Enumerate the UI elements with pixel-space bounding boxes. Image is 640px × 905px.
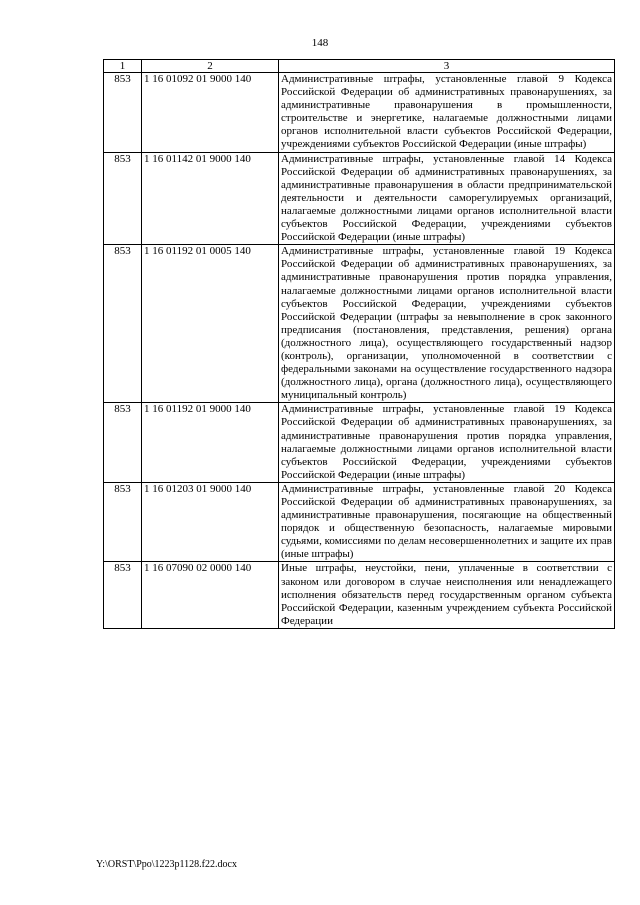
admin-code-cell: 853 <box>104 245 142 403</box>
table-row <box>104 152 615 245</box>
table-row <box>104 73 615 153</box>
description-cell: Иные штрафы, неустойки, пени, уплаченные в соответствии с законом или договором в случае неисполнения или ненадлежащего исполнения обязательств перед государственным органом субъекта Российской Федерации, казенным учреждением субъекта Российской Федерации <box>279 562 615 628</box>
budget-classification-table <box>103 59 615 629</box>
table-header-row <box>104 60 615 73</box>
table-row <box>104 403 615 483</box>
admin-code-cell: 853 <box>104 482 142 562</box>
description-cell: Административные штрафы, установленные главой 14 Кодекса Российской Федерации об административных правонарушениях, за административные правонарушения в области предпринимательской деятельности и деятельности саморегулируемых организаций, налагаемые должностными лицами органов исполнительной власти субъектов Российской Федерации, учреждениями субъектов Российской Федерации (иные штрафы) <box>279 152 615 245</box>
page-number: 148 <box>311 37 329 49</box>
description-cell: Административные штрафы, установленные главой 19 Кодекса Российской Федерации об административных правонарушениях, за административные правонарушения против порядка управления, налагаемые должностными лицами органов исполнительной власти субъектов Российской Федерации, учреждениями субъектов Российской Федерации (иные штрафы) <box>279 403 615 483</box>
kbk-code-cell: 1 16 01142 01 9000 140 <box>142 152 279 245</box>
kbk-code-cell: 1 16 07090 02 0000 140 <box>142 562 279 628</box>
admin-code-cell: 853 <box>104 403 142 483</box>
table-row <box>104 562 615 628</box>
column-header-1: 1 <box>104 60 142 73</box>
column-header-2: 2 <box>142 60 279 73</box>
admin-code-cell: 853 <box>104 562 142 628</box>
description-cell: Административные штрафы, установленные главой 19 Кодекса Российской Федерации об административных правонарушениях, за административные правонарушения против порядка управления, налагаемые должностными лицами органов исполнительной власти субъектов Российской Федерации, учреждениями субъектов Российской Федерации (штрафы за невыполнение в срок законного предписания (постановления, представления, решения) органа (должностного лица), осуществляющего государственный надзор (контроль), организации, уполномоченной в соответствии с федеральными законами на осуществление государственного надзора (должностного лица), органа (должностного лица), осуществляющего муниципальный контроль) <box>279 245 615 403</box>
description-cell: Административные штрафы, установленные главой 9 Кодекса Российской Федерации об административных правонарушениях, за административные правонарушения в промышленности, строительстве и энергетике, налагаемые должностными лицами органов исполнительной власти субъектов Российской Федерации, учреждениями субъектов Российской Федерации (иные штрафы) <box>279 73 615 153</box>
kbk-code-cell: 1 16 01192 01 0005 140 <box>142 245 279 403</box>
document-file-path: Y:\ORST\Ppo\1223p1128.f22.docx <box>96 859 237 870</box>
admin-code-cell: 853 <box>104 73 142 153</box>
column-header-3: 3 <box>279 60 615 73</box>
kbk-code-cell: 1 16 01092 01 9000 140 <box>142 73 279 153</box>
admin-code-cell: 853 <box>104 152 142 245</box>
description-cell: Административные штрафы, установленные главой 20 Кодекса Российской Федерации об административных правонарушениях, за административные правонарушения, посягающие на общественный порядок и общественную безопасность, налагаемые мировыми судьями, комиссиями по делам несовершеннолетних и защите их прав (иные штрафы) <box>279 482 615 562</box>
kbk-code-cell: 1 16 01203 01 9000 140 <box>142 482 279 562</box>
table-row <box>104 482 615 562</box>
table-row <box>104 245 615 403</box>
kbk-code-cell: 1 16 01192 01 9000 140 <box>142 403 279 483</box>
